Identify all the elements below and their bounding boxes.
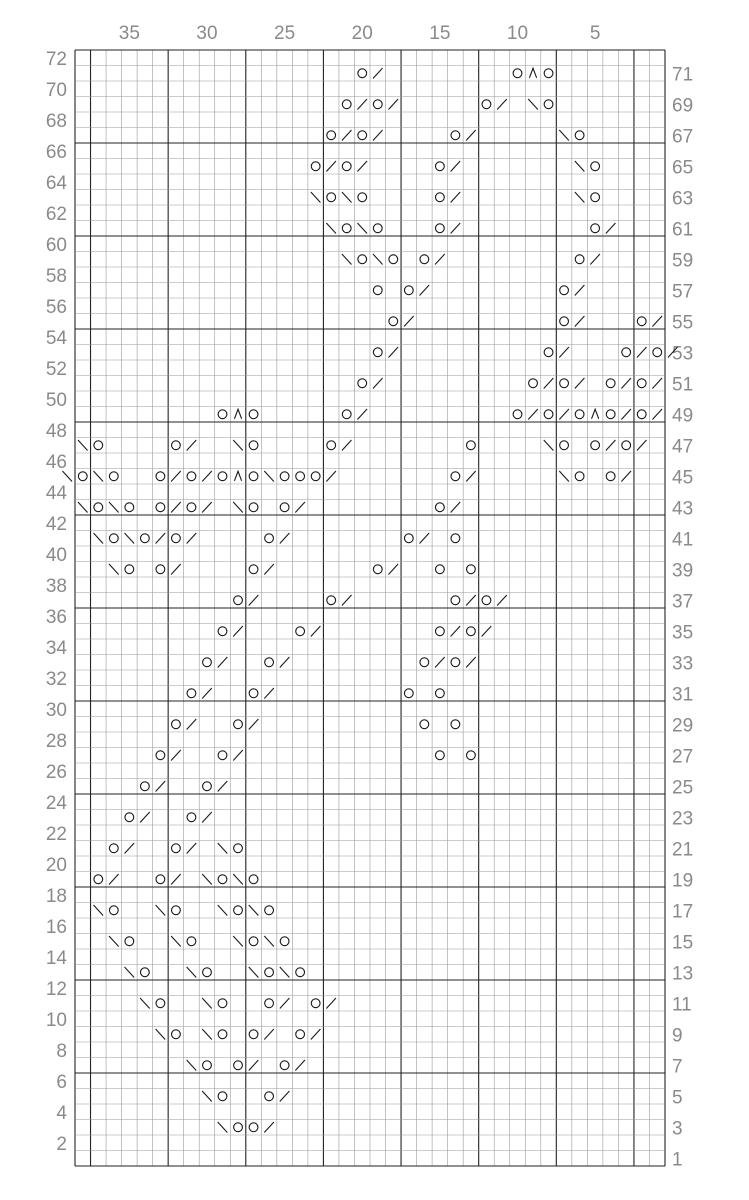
row-label-right: 53 [672, 343, 694, 365]
row-label-left: 38 [45, 575, 67, 597]
row-label-right: 33 [672, 653, 694, 675]
row-label-left: 2 [56, 1133, 67, 1155]
row-label-right: 43 [672, 498, 694, 520]
row-label-left: 72 [45, 48, 67, 70]
row-label-right: 15 [672, 932, 694, 954]
row-label-left: 70 [45, 79, 67, 101]
row-label-left: 42 [45, 513, 67, 535]
row-label-right: 31 [672, 684, 694, 706]
row-label-right: 59 [672, 250, 694, 272]
row-label-right: 13 [672, 963, 694, 985]
row-label-right: 17 [672, 901, 694, 923]
row-label-right: 55 [672, 312, 694, 334]
row-label-left: 4 [56, 1102, 67, 1124]
row-label-right: 9 [672, 1025, 683, 1047]
row-label-right: 51 [672, 374, 694, 396]
row-label-left: 22 [45, 823, 67, 845]
row-label-right: 39 [672, 560, 694, 582]
row-label-right: 3 [672, 1118, 683, 1140]
column-label: 10 [506, 23, 529, 44]
column-label: 25 [274, 23, 296, 44]
row-label-right: 1 [672, 1149, 683, 1171]
row-label-left: 30 [45, 699, 67, 721]
row-label-left: 16 [45, 916, 67, 938]
row-label-left: 48 [45, 420, 67, 442]
row-label-left: 46 [45, 451, 67, 473]
row-label-left: 54 [45, 327, 67, 349]
row-label-left: 12 [45, 978, 67, 1000]
row-label-right: 63 [672, 188, 694, 210]
row-label-right: 65 [672, 157, 694, 179]
row-label-left: 32 [45, 668, 67, 690]
row-label-left: 36 [45, 606, 67, 628]
row-label-left: 40 [45, 544, 67, 566]
row-label-right: 11 [672, 994, 692, 1016]
row-label-right: 45 [672, 467, 694, 489]
row-label-left: 6 [56, 1071, 67, 1093]
row-label-right: 41 [672, 529, 694, 551]
row-label-right: 49 [672, 405, 694, 427]
row-label-right: 7 [672, 1056, 683, 1078]
row-label-right: 57 [672, 281, 694, 303]
column-label: 20 [351, 23, 373, 44]
row-label-right: 61 [672, 219, 694, 241]
row-label-right: 35 [672, 622, 694, 644]
row-label-right: 47 [672, 436, 694, 458]
row-label-left: 56 [45, 296, 67, 318]
row-label-left: 60 [45, 234, 67, 256]
row-label-left: 58 [45, 265, 67, 287]
row-label-left: 28 [45, 730, 67, 752]
row-label-right: 19 [672, 870, 694, 892]
row-label-left: 20 [45, 854, 67, 876]
row-label-left: 10 [45, 1009, 67, 1031]
row-label-right: 69 [672, 95, 694, 117]
row-label-right: 25 [672, 777, 694, 799]
row-label-left: 68 [45, 110, 67, 132]
row-label-right: 5 [672, 1087, 683, 1109]
row-label-left: 14 [45, 947, 67, 969]
row-label-right: 71 [672, 64, 694, 86]
row-label-left: 34 [45, 637, 67, 659]
row-label-right: 67 [672, 126, 694, 148]
row-label-left: 8 [56, 1040, 67, 1062]
row-label-left: 24 [45, 792, 67, 814]
column-label: 35 [118, 23, 140, 44]
row-label-left: 50 [45, 389, 67, 411]
row-label-right: 21 [672, 839, 694, 861]
row-label-right: 29 [672, 715, 694, 737]
row-label-right: 23 [672, 808, 694, 830]
column-label: 15 [429, 23, 451, 44]
column-label: 5 [589, 23, 601, 44]
row-label-left: 66 [45, 141, 67, 163]
row-label-left: 44 [45, 482, 67, 504]
row-label-right: 27 [672, 746, 694, 768]
column-label: 30 [196, 23, 218, 44]
row-label-left: 52 [45, 358, 67, 380]
row-label-left: 64 [45, 172, 67, 194]
row-label-left: 18 [45, 885, 67, 907]
row-label-left: 62 [45, 203, 67, 225]
row-label-right: 37 [672, 591, 694, 613]
row-label-left: 26 [45, 761, 67, 783]
